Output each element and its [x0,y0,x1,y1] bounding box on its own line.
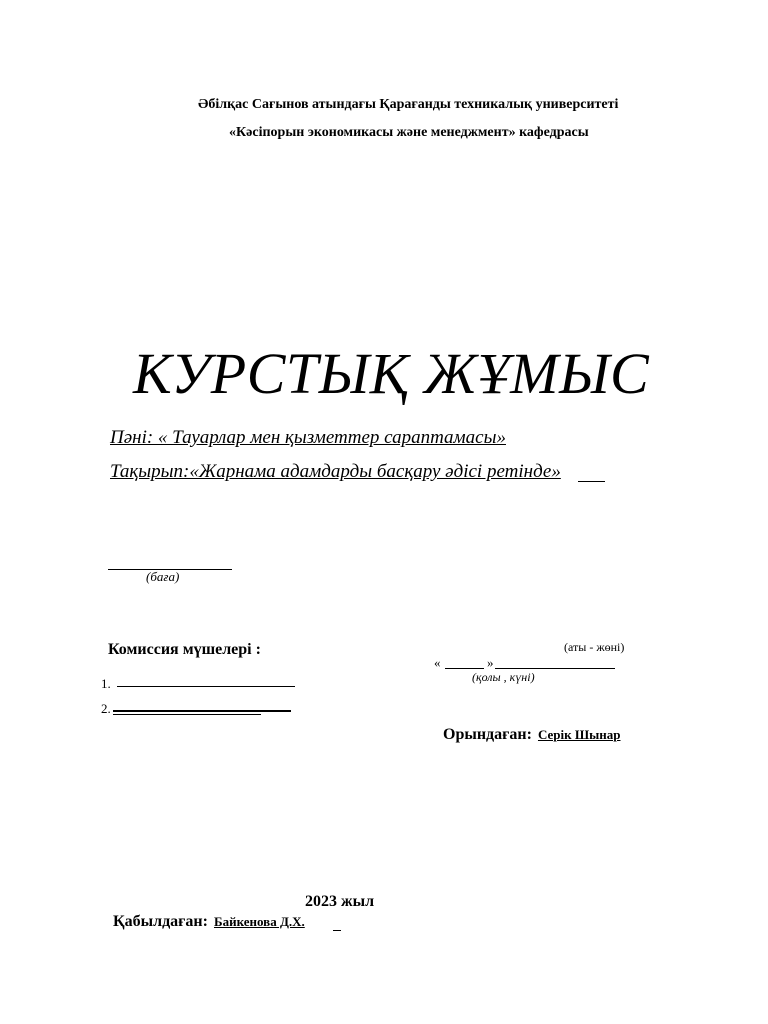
grade-label: (баға) [146,569,180,584]
topic-line: Тақырып:«Жарнама адамдарды басқару әдісі ретінде» [110,461,561,482]
accepted-trailing-underline [333,930,341,931]
commission-label: Комиссия мүшелері : [108,641,261,658]
page-title: КУРСТЫҚ ЖҰМЫС [133,341,650,406]
commission-item-2-underline [113,714,261,715]
performer [443,726,621,744]
department-name: «Кәсіпорын экономикасы және менеджмент» кафедрасы [229,125,589,140]
signature-line [495,668,615,669]
accepted-label: Қабылдаған: [113,913,208,930]
year: 2023 жыл [305,893,375,910]
name-label: (аты - жөні) [564,640,625,654]
accepted-name: Байкенова Д.Х. [213,914,305,929]
date-line [445,668,484,669]
commission-item-2-line [113,710,291,712]
sign-date-label: (қолы , күні) [472,670,535,684]
university-name: Әбілқас Сағынов атындағы Қарағанды техникалық университеті [198,97,619,112]
commission-item-1-line [117,686,295,687]
quote-open: « [434,655,441,670]
performer-label: Орындаған: [443,726,532,743]
quote-close: » [487,655,494,670]
commission-item-1-number: 1. [101,676,111,691]
subject-line: Пәні: « Тауарлар мен қызметтер сараптамасы» [110,427,506,448]
commission-item-2-number: 2. [101,701,111,716]
performer-name: Серік Шынар [537,727,621,742]
accepted [113,913,305,931]
topic-trailing-underline [578,481,605,482]
